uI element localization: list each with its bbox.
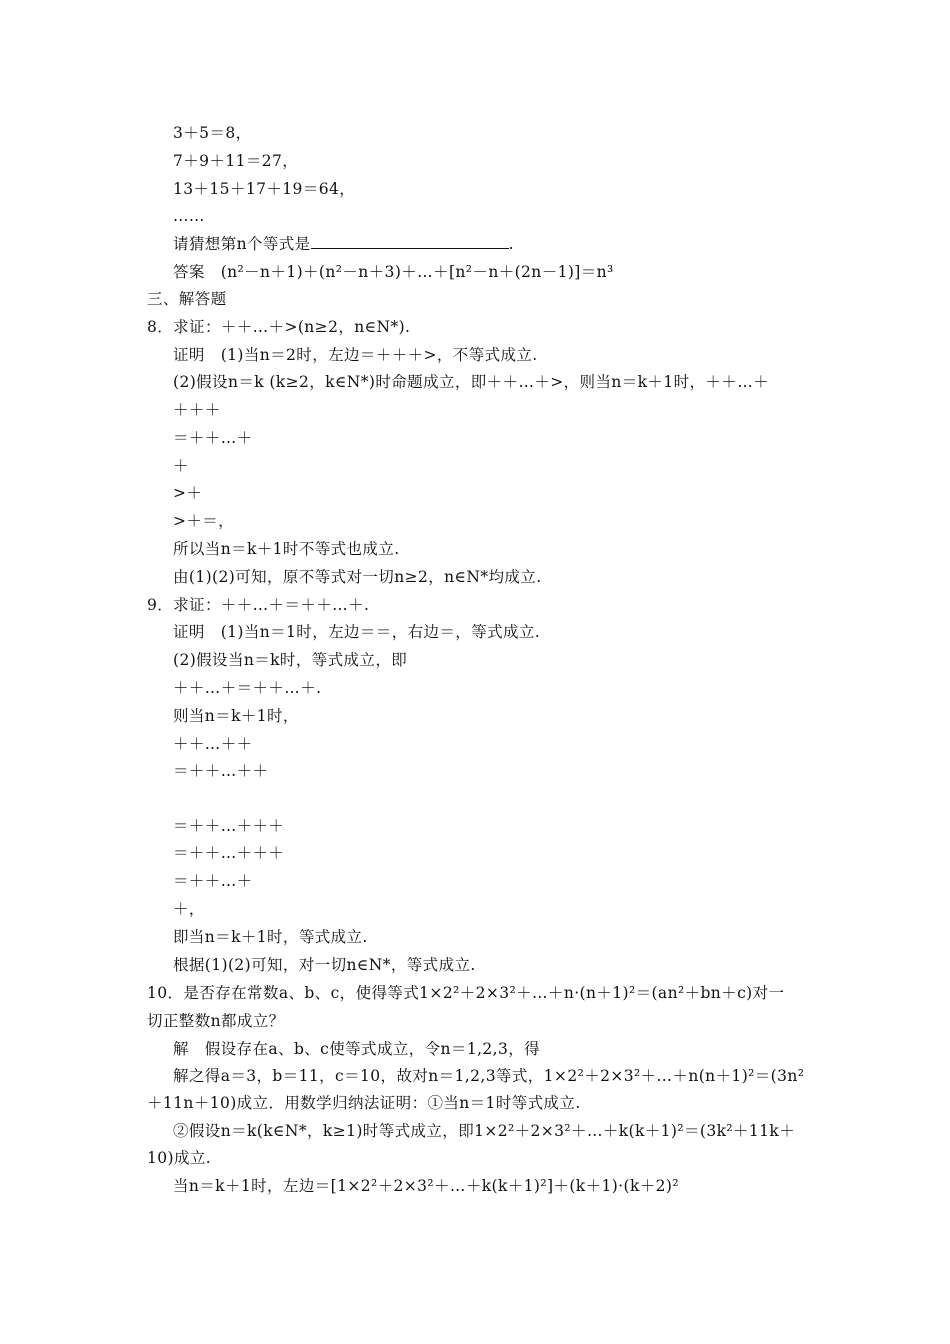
- text-line: ＝＋＋…＋: [173, 872, 253, 890]
- text-line: ＝＋＋…＋: [173, 429, 253, 447]
- text-line: 则当n＝k＋1时，: [173, 707, 299, 725]
- problem-10-statement-cont: 切正整数n都成立？: [147, 1012, 285, 1030]
- text-line: 解之得a＝3，b＝11，c＝10，故对n＝1,2,3等式，1×2²＋2×3²＋…＋n(n＋1)²＝(3n²: [173, 1067, 805, 1085]
- text-line: ＋，: [173, 900, 205, 918]
- text-line: 10)成立.: [147, 1149, 212, 1167]
- text-line: 3＋5＝8，: [173, 124, 252, 142]
- question-period: .: [508, 235, 514, 253]
- text-line: 13＋15＋17＋19＝64，: [173, 180, 356, 198]
- problem-9-statement: 9．求证：＋＋…＋＝＋＋…＋.: [147, 596, 370, 614]
- text-line: 根据(1)(2)可知，对一切n∈N*，等式成立.: [173, 956, 476, 974]
- problem-10-statement: 10．是否存在常数a、b、c，使得等式1×2²＋2×3²＋…＋n·(n＋1)²＝(an²＋bn＋c)对一: [147, 984, 785, 1002]
- text-line: ＝＋＋…＋＋＋: [173, 844, 285, 862]
- text-line: 所以当n＝k＋1时不等式也成立.: [173, 540, 400, 558]
- text-line: 由(1)(2)可知，原不等式对一切n≥2，n∈N*均成立.: [173, 568, 542, 586]
- text-line: ＋11n＋10)成立．用数学归纳法证明：①当n＝1时等式成立.: [147, 1094, 581, 1112]
- text-line: ②假设n＝k(k∈N*，k≥1)时等式成立，即1×2²＋2×3²＋…＋k(k＋1)²＝(3k²＋11k＋: [173, 1122, 796, 1140]
- text-line: (2)假设n＝k (k≥2，k∈N*)时命题成立，即＋＋…＋>，则当n＝k＋1时，＋＋…＋: [173, 373, 769, 391]
- question-text: 请猜想第n个等式是: [173, 235, 311, 253]
- text-line: >＋: [173, 484, 203, 502]
- text-line: ＋＋…＋＋: [173, 735, 253, 753]
- text-line: >＋＝，: [173, 512, 235, 530]
- answer-line: 答案 (n²－n＋1)＋(n²－n＋3)＋…＋[n²－n＋(2n－1)]＝n³: [173, 263, 614, 281]
- text-line: ＋＋＋: [173, 401, 221, 419]
- text-line: 证明 (1)当n＝1时，左边＝＝，右边＝，等式成立.: [173, 623, 541, 641]
- text-line: 证明 (1)当n＝2时，左边＝＋＋＋>，不等式成立.: [173, 346, 538, 364]
- answer-blank: [311, 234, 509, 249]
- text-line: ＋＋…＋＝＋＋…＋.: [173, 679, 322, 697]
- text-line: ＋: [173, 457, 189, 475]
- text-line: 当n＝k＋1时，左边＝[1×2²＋2×3²＋…＋k(k＋1)²]＋(k＋1)·(k＋2)²: [173, 1177, 679, 1195]
- text-line: 解 假设存在a、b、c使等式成立，令n＝1,2,3，得: [173, 1040, 541, 1058]
- text-line: ……: [173, 207, 205, 225]
- text-line: ＝＋＋…＋＋: [173, 762, 269, 780]
- text-line: ＝＋＋…＋＋＋: [173, 817, 285, 835]
- text-line: 7＋9＋11＝27，: [173, 152, 299, 170]
- problem-8-statement: 8．求证：＋＋…＋>(n≥2，n∈N*).: [147, 318, 411, 336]
- text-line: (2)假设当n＝k时，等式成立，即: [173, 651, 408, 669]
- section-heading: 三、解答题: [147, 290, 227, 308]
- text-line: 即当n＝k＋1时，等式成立.: [173, 928, 368, 946]
- question-line: [173, 234, 514, 254]
